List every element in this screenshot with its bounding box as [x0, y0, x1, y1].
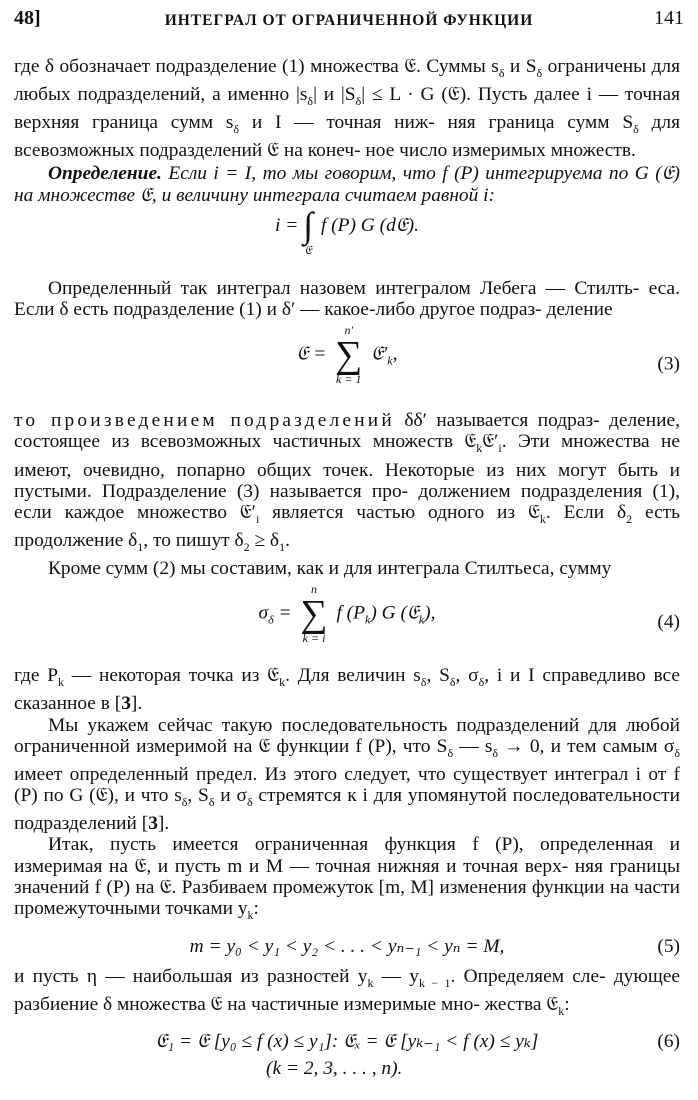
- paragraph-1: где δ обозначает подразделение (1) множества 𝔈. Суммы $s_\delta$ и $S_\delta$ ограничены для любых подразделений, а именно $|s_\delta|$ и $|S_\delta| \le L \cdot G$ (𝔈). Пусть далее i — точная верхняя граница сумм $s_\delta$ и I — точная ниж- няя граница сумм $S_\delta$ для всевозможных подразделений 𝔈 на конеч- ное число измеримых множеств.: [14, 56, 681, 162]
- paragraph-2: Определенный так интеграл назовем интегралом Лебега — Стилть- еса. Если δ есть подразделение (1) и δ′ — какое-либо другое подраз- деление: [14, 277, 680, 321]
- paragraph-8: и пусть η — наибольшая из разностей $y_k$ — $y_{k - 1}$. Определяем сле- дующее разбиение δ множества 𝔈 на частичные измеримые мно- жества 𝔈$_k$:: [14, 966, 680, 1018]
- equation-4: $\sigma_\delta$ = n ∑ k = i f $(P_k)$ G (𝔈$_k$), (4): [258, 582, 680, 646]
- integral-sign: ∫ 𝔈: [303, 204, 314, 257]
- running-title: ИНТЕГРАЛ ОТ ОГРАНИЧЕННОЙ ФУНКЦИИ: [164, 12, 534, 29]
- definition-label: Определение.: [48, 163, 162, 185]
- page-number: 141: [654, 7, 684, 29]
- equation-number: (3): [657, 353, 680, 375]
- sum-sign: n′ ∑ k = 1: [335, 323, 363, 387]
- page-body: [14, 56, 680, 1082]
- equation-6: 𝔈₁ = 𝔈 [y₀ ≤ f (x) ≤ y₁]: 𝔈ₓ = 𝔈 [yₖ₋₁ < f (x) ≤ yₖ] (6): [14, 1028, 680, 1056]
- equation-number: (4): [657, 611, 680, 633]
- paragraph-3: то произведением подразделений δδ′ называется подраз- деление, состоящее из всевозможных частичных множеств $𝔈_k𝔈'_i$. Эти множества не имеют, очевидно, попарно общих точек. Некоторые из них могут быть и пустыми. Подразделение (3) называется про- должением подразделения (1), если каждое множество $𝔈'_i$ является частью одного из 𝔈$_k$. Если $\delta_2$ есть продолжение $\delta_1$, то пишут $\delta_2 \ge \delta_1$.: [14, 410, 680, 554]
- equation-6-range: (k = 2, 3, . . . , n).: [266, 1058, 403, 1080]
- definition-paragraph: Определение. Если i = I, то мы говорим, что f (P) интегрируема по G (𝔈) на множестве 𝔈, и величину интеграла считаем равной i:: [14, 163, 680, 206]
- paragraph-7: Итак, пусть имеется ограниченная функция f (P), определенная и измеримая на 𝔈, и пусть m и M — точная нижняя и точная верх- няя границы значений f (P) на 𝔈. Разбиваем промежуток [m, M] изменения функции на части промежуточными точками $y_k$:: [14, 834, 680, 922]
- equation-5: m = y₀ < y₁ < y₂ < . . . < yₙ₋₁ < yₙ = M, (5): [14, 928, 680, 966]
- equation-number: (5): [657, 936, 680, 958]
- page-header: [14, 8, 684, 34]
- paragraph-6: Мы укажем сейчас такую последовательность подразделений для любой ограниченной измеримой на 𝔈 функции f (P), что $S_\delta$ — $s_\delta \to 0$, и тем самым $\sigma_\delta$ имеет определенный предел. Из этого следует, что существует интеграл i от f (P) по G (𝔈), и что $s_\delta$, $S_\delta$ и $\sigma_\delta$ стремятся к i для упомянутой последовательности подразделений [3].: [14, 714, 680, 835]
- equation-integral: i = ∫ 𝔈 f (P) G (d𝔈).: [275, 204, 419, 257]
- equation-3: 𝔈 = n′ ∑ k = 1 $𝔈'_k$, (3): [296, 323, 680, 387]
- section-number: 48]: [14, 7, 41, 29]
- paragraph-5: где $P_k$ — некоторая точка из 𝔈$_k$. Для величин $s_\delta$, $S_\delta$, $\sigma_\delta$, i и I справедливо все сказанное в [3].: [14, 665, 680, 715]
- equation-number: (6): [657, 1031, 680, 1053]
- sum-sign: n ∑ k = i: [300, 582, 328, 646]
- paragraph-4: Кроме сумм (2) мы составим, как и для интеграла Стилтьеса, сумму: [48, 558, 612, 580]
